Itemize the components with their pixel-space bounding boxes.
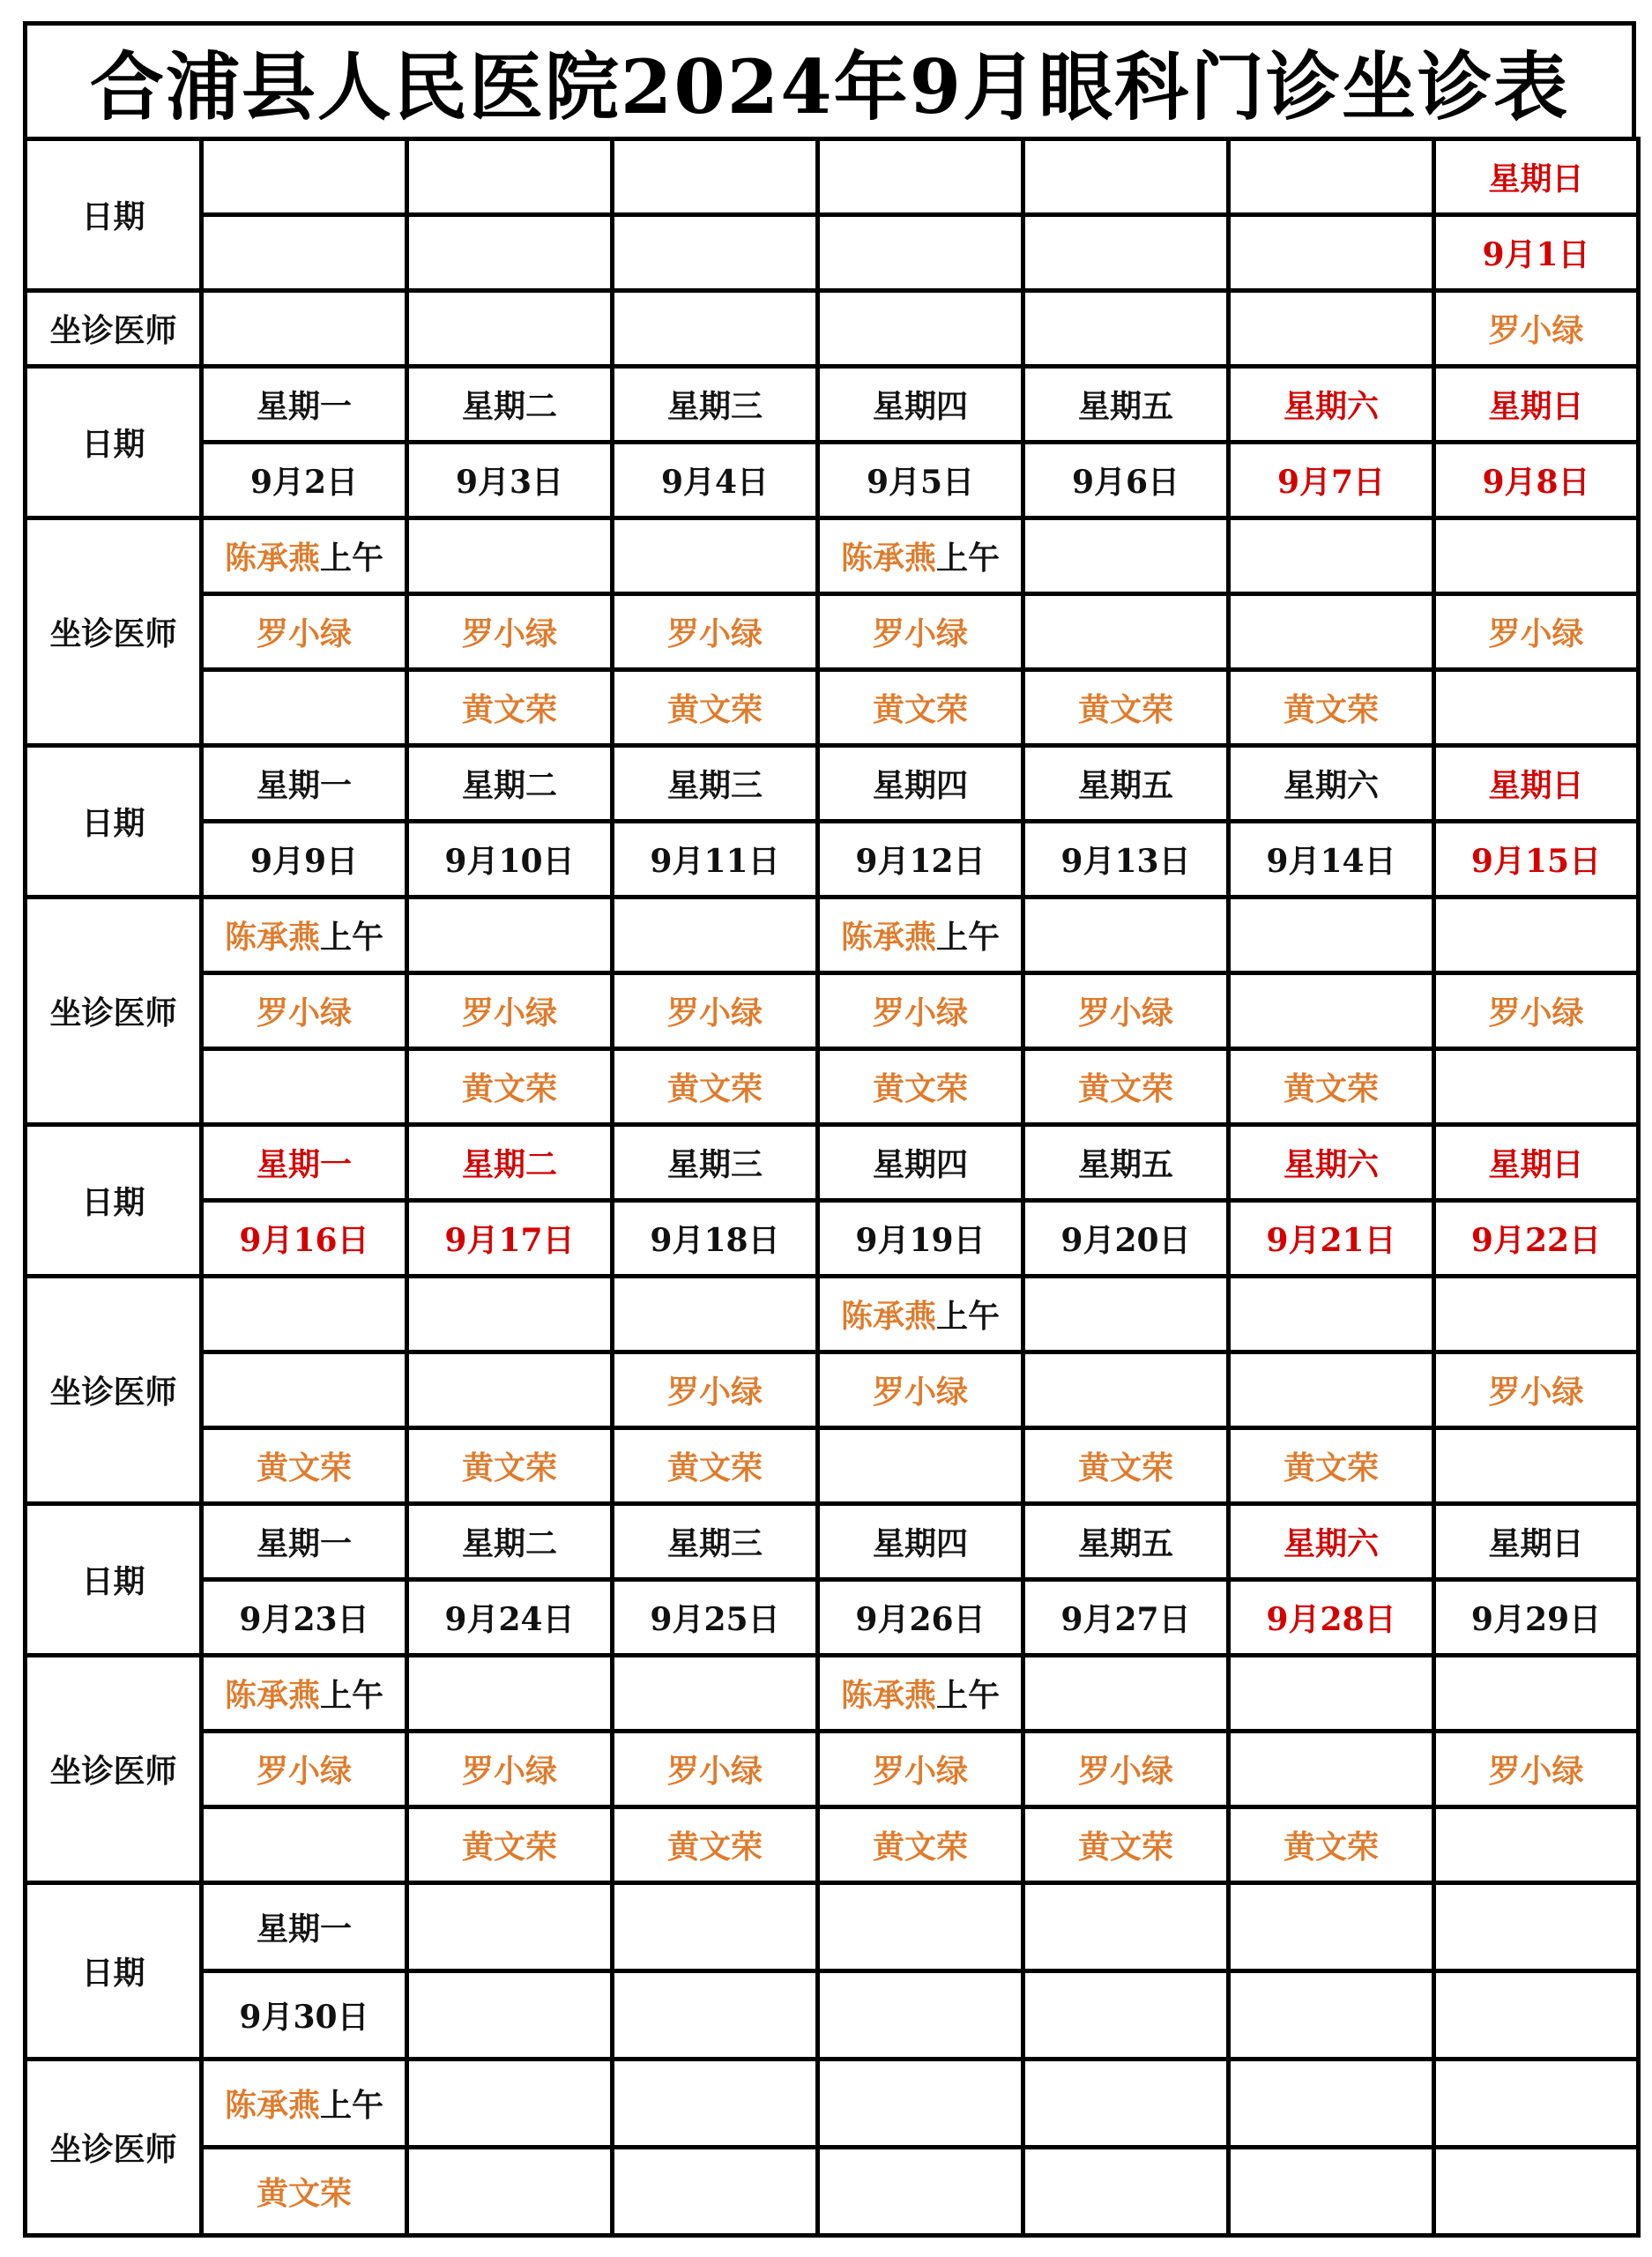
doctor-name: 陈承燕: [224, 540, 320, 577]
doctor-cell: [818, 291, 1023, 367]
date-cell: 9月9日: [202, 822, 407, 898]
doctor-cell: [202, 2060, 407, 2148]
week-day-row: [26, 746, 1639, 822]
doctor-cell: [1434, 898, 1639, 973]
doctor-name: 罗小绿: [461, 1753, 557, 1790]
doctor-name: 陈承燕: [840, 919, 936, 956]
doctor-cell: [1434, 1352, 1639, 1428]
doctor-name: 罗小绿: [666, 1374, 763, 1411]
session-label: 上午: [320, 540, 384, 577]
doctor-cell: [1229, 1049, 1434, 1125]
day-name-cell: 星期日: [1434, 367, 1639, 443]
doctor-cell: [613, 1656, 818, 1732]
doctor-cell: [1023, 1049, 1229, 1125]
week-date-row: [26, 1201, 1639, 1277]
doctor-cell: [613, 594, 818, 670]
day-name-cell: 星期二: [407, 746, 613, 822]
doctor-row: [26, 1428, 1639, 1504]
doctor-cell: [818, 594, 1023, 670]
date-cell: 9月26日: [818, 1580, 1023, 1656]
date-cell: [202, 215, 407, 291]
doctor-cell: [613, 1732, 818, 1807]
doctor-name: 黄文荣: [1077, 1070, 1173, 1107]
date-cell: 9月2日: [202, 443, 407, 518]
doctor-cell: [1023, 1732, 1229, 1807]
day-name-cell: 星期五: [1023, 746, 1229, 822]
day-name-cell: 星期六: [1229, 746, 1434, 822]
date-cell: 9月28日: [1229, 1580, 1434, 1656]
doctor-cell: [1023, 2148, 1229, 2236]
date-cell: 9月16日: [202, 1201, 407, 1277]
doctor-name: 黄文荣: [461, 1829, 557, 1866]
doctor-name: 黄文荣: [461, 691, 557, 728]
week-date-row: [26, 443, 1639, 518]
day-name-cell: 星期一: [202, 746, 407, 822]
doctor-cell: [1229, 1277, 1434, 1352]
doctor-cell: [613, 898, 818, 973]
doctor-name: 罗小绿: [256, 994, 352, 1032]
doctor-cell: [407, 898, 613, 973]
date-label: 日期: [26, 746, 202, 898]
doctor-name: 陈承燕: [840, 1298, 936, 1335]
doctor-cell: [1229, 1428, 1434, 1504]
doctor-name: 罗小绿: [1488, 615, 1584, 652]
date-cell: [1023, 215, 1229, 291]
day-name-cell: 星期五: [1023, 1125, 1229, 1201]
day-name-cell: 星期一: [202, 1125, 407, 1201]
week-date-row: [26, 1580, 1639, 1656]
doctor-cell: [818, 670, 1023, 746]
doctor-name: 罗小绿: [1488, 1374, 1584, 1411]
date-cell: 9月7日: [1229, 443, 1434, 518]
doctor-cell: [1229, 2060, 1434, 2148]
doctor-cell: [818, 1807, 1023, 1883]
day-name-cell: [1023, 1883, 1229, 1971]
doctor-cell: [613, 1277, 818, 1352]
date-cell: 9月6日: [1023, 443, 1229, 518]
day-name-cell: [613, 139, 818, 215]
doctor-cell: [202, 898, 407, 973]
doctor-cell: [1229, 1732, 1434, 1807]
doctor-cell: [202, 670, 407, 746]
doctor-cell: [1434, 1807, 1639, 1883]
day-name-cell: 星期二: [407, 367, 613, 443]
doctor-cell: [202, 291, 407, 367]
day-name-cell: 星期一: [202, 1504, 407, 1580]
doctor-row: [26, 1352, 1639, 1428]
date-label: 日期: [26, 1883, 202, 2060]
doctor-cell: [1023, 1428, 1229, 1504]
date-cell: 9月11日: [613, 822, 818, 898]
day-name-cell: 星期日: [1434, 1504, 1639, 1580]
doctor-name: 黄文荣: [461, 1070, 557, 1107]
doctor-cell: [613, 291, 818, 367]
doctor-cell: [1023, 973, 1229, 1049]
day-name-cell: [1023, 139, 1229, 215]
doctor-name: 陈承燕: [224, 919, 320, 956]
doctor-row: [26, 1049, 1639, 1125]
doctor-cell: [202, 1732, 407, 1807]
day-name-cell: 星期三: [613, 367, 818, 443]
doctor-cell: [613, 973, 818, 1049]
date-cell: 9月4日: [613, 443, 818, 518]
doctor-cell: [202, 1807, 407, 1883]
day-name-cell: 星期五: [1023, 367, 1229, 443]
doctor-cell: [1434, 1428, 1639, 1504]
date-cell: 9月12日: [818, 822, 1023, 898]
day-name-cell: [407, 1883, 613, 1971]
doctor-cell: [613, 518, 818, 594]
doctor-cell: [202, 2148, 407, 2236]
doctor-cell: [1023, 594, 1229, 670]
day-name-cell: 星期五: [1023, 1504, 1229, 1580]
doctor-cell: [818, 2060, 1023, 2148]
session-label: 上午: [936, 540, 1001, 577]
doctor-name: 黄文荣: [1283, 1070, 1379, 1107]
day-name-cell: [613, 1883, 818, 1971]
doctor-row: [26, 291, 1639, 367]
doctor-name: 罗小绿: [872, 994, 968, 1032]
doctor-name: 陈承燕: [840, 1677, 936, 1714]
date-cell: 9月18日: [613, 1201, 818, 1277]
day-name-cell: [1229, 1883, 1434, 1971]
doctor-name: 黄文荣: [1077, 1449, 1173, 1486]
doctor-name: 罗小绿: [1488, 312, 1584, 349]
day-name-cell: 星期二: [407, 1504, 613, 1580]
doctor-cell: [202, 1352, 407, 1428]
date-cell: [407, 215, 613, 291]
doctor-cell: [613, 1428, 818, 1504]
day-name-cell: [407, 139, 613, 215]
doctor-name: 黄文荣: [666, 691, 763, 728]
date-cell: 9月5日: [818, 443, 1023, 518]
doctor-name: 黄文荣: [256, 2175, 352, 2212]
doctor-name: 陈承燕: [840, 540, 936, 577]
doctor-cell: [1434, 518, 1639, 594]
doctor-name: 罗小绿: [461, 994, 557, 1032]
doctor-cell: [202, 594, 407, 670]
date-cell: 9月22日: [1434, 1201, 1639, 1277]
doctor-name: 黄文荣: [1283, 1449, 1379, 1486]
doctor-cell: [202, 1049, 407, 1125]
date-cell: 9月13日: [1023, 822, 1229, 898]
date-cell: 9月10日: [407, 822, 613, 898]
doctor-cell: [407, 2148, 613, 2236]
date-label: 日期: [26, 139, 202, 291]
doctor-cell: [818, 973, 1023, 1049]
doctor-cell: [407, 291, 613, 367]
doctor-cell: [1023, 518, 1229, 594]
doctor-cell: [1023, 2060, 1229, 2148]
doctor-name: 罗小绿: [1488, 994, 1584, 1032]
doctor-name: 罗小绿: [256, 615, 352, 652]
day-name-cell: [818, 139, 1023, 215]
doctor-cell: [1434, 594, 1639, 670]
day-name-cell: 星期三: [613, 1125, 818, 1201]
date-cell: 9月8日: [1434, 443, 1639, 518]
doctor-cell: [1229, 518, 1434, 594]
doctor-row: [26, 2148, 1639, 2236]
doctor-cell: [1229, 670, 1434, 746]
date-cell: 9月3日: [407, 443, 613, 518]
doctor-cell: [1434, 2148, 1639, 2236]
date-cell: 9月1日: [1434, 215, 1639, 291]
doctor-cell: [1023, 291, 1229, 367]
date-cell: [613, 1971, 818, 2060]
date-cell: [1023, 1971, 1229, 2060]
doctor-cell: [613, 2060, 818, 2148]
doctor-cell: [202, 973, 407, 1049]
doctor-name: 罗小绿: [1488, 1753, 1584, 1790]
doctor-cell: [407, 973, 613, 1049]
day-name-cell: 星期六: [1229, 1125, 1434, 1201]
doctor-name: 黄文荣: [666, 1829, 763, 1866]
doctor-row: [26, 1807, 1639, 1883]
doctor-name: 罗小绿: [666, 1753, 763, 1790]
doctor-name: 黄文荣: [461, 1449, 557, 1486]
doctor-cell: [818, 1352, 1023, 1428]
doctor-cell: [818, 2148, 1023, 2236]
day-name-cell: 星期一: [202, 367, 407, 443]
doctor-cell: [1023, 1277, 1229, 1352]
date-cell: 9月21日: [1229, 1201, 1434, 1277]
doctor-cell: [202, 1656, 407, 1732]
doctor-row: [26, 1277, 1639, 1352]
doctor-cell: [407, 594, 613, 670]
doctor-cell: [818, 1049, 1023, 1125]
week-day-row: [26, 1883, 1639, 1971]
date-cell: [818, 215, 1023, 291]
date-label: 日期: [26, 1504, 202, 1656]
doctor-cell: [407, 1428, 613, 1504]
doctor-cell: [818, 1277, 1023, 1352]
doctor-cell: [1229, 898, 1434, 973]
date-cell: 9月19日: [818, 1201, 1023, 1277]
date-cell: [1229, 1971, 1434, 2060]
doctor-cell: [1229, 1352, 1434, 1428]
doctor-cell: [1434, 1656, 1639, 1732]
week-date-row: [26, 215, 1639, 291]
doctor-name: 黄文荣: [1283, 1829, 1379, 1866]
date-cell: 9月29日: [1434, 1580, 1639, 1656]
doctor-cell: [1434, 2060, 1639, 2148]
session-label: 上午: [320, 1677, 384, 1714]
doctor-name: 黄文荣: [1077, 691, 1173, 728]
date-cell: 9月14日: [1229, 822, 1434, 898]
doctor-cell: [1229, 594, 1434, 670]
doctor-name: 罗小绿: [1077, 994, 1173, 1032]
doctor-cell: [1434, 1049, 1639, 1125]
doctor-cell: [1434, 1277, 1639, 1352]
schedule-body: [26, 139, 1639, 2236]
doctor-cell: [818, 898, 1023, 973]
date-cell: 9月23日: [202, 1580, 407, 1656]
session-label: 上午: [320, 2087, 384, 2124]
doctor-label: 坐诊医师: [26, 1656, 202, 1883]
week-day-row: [26, 367, 1639, 443]
session-label: 上午: [936, 1677, 1001, 1714]
session-label: 上午: [936, 1298, 1001, 1335]
doctor-cell: [1229, 1807, 1434, 1883]
doctor-cell: [613, 1049, 818, 1125]
date-cell: [407, 1971, 613, 2060]
date-cell: 9月17日: [407, 1201, 613, 1277]
doctor-cell: [1229, 1656, 1434, 1732]
doctor-name: 黄文荣: [666, 1070, 763, 1107]
date-cell: [1434, 1971, 1639, 2060]
schedule-table: [23, 137, 1641, 2238]
doctor-cell: [1023, 1656, 1229, 1732]
date-cell: [613, 215, 818, 291]
doctor-name: 罗小绿: [872, 1753, 968, 1790]
doctor-row: [26, 518, 1639, 594]
week-day-row: [26, 1125, 1639, 1201]
doctor-name: 黄文荣: [1077, 1829, 1173, 1866]
doctor-label: 坐诊医师: [26, 518, 202, 746]
day-name-cell: 星期六: [1229, 367, 1434, 443]
doctor-name: 罗小绿: [461, 615, 557, 652]
week-date-row: [26, 1971, 1639, 2060]
day-name-cell: 星期日: [1434, 139, 1639, 215]
day-name-cell: 星期三: [613, 1504, 818, 1580]
doctor-cell: [202, 1277, 407, 1352]
week-day-row: [26, 139, 1639, 215]
day-name-cell: [202, 139, 407, 215]
day-name-cell: 星期一: [202, 1883, 407, 1971]
doctor-cell: [407, 1352, 613, 1428]
doctor-label: 坐诊医师: [26, 2060, 202, 2236]
doctor-name: 黄文荣: [872, 1829, 968, 1866]
date-cell: 9月24日: [407, 1580, 613, 1656]
doctor-cell: [407, 1049, 613, 1125]
session-label: 上午: [936, 919, 1001, 956]
doctor-label: 坐诊医师: [26, 291, 202, 367]
doctor-name: 黄文荣: [872, 1070, 968, 1107]
doctor-name: 罗小绿: [666, 994, 763, 1032]
doctor-cell: [407, 1277, 613, 1352]
date-cell: 9月25日: [613, 1580, 818, 1656]
doctor-cell: [1434, 291, 1639, 367]
doctor-name: 罗小绿: [666, 615, 763, 652]
session-label: 上午: [320, 919, 384, 956]
doctor-name: 黄文荣: [256, 1449, 352, 1486]
doctor-row: [26, 594, 1639, 670]
doctor-name: 罗小绿: [1077, 1753, 1173, 1790]
week-date-row: [26, 822, 1639, 898]
day-name-cell: [1229, 139, 1434, 215]
date-label: 日期: [26, 367, 202, 518]
doctor-row: [26, 1732, 1639, 1807]
day-name-cell: [1434, 1883, 1639, 1971]
doctor-cell: [1229, 291, 1434, 367]
day-name-cell: 星期三: [613, 746, 818, 822]
doctor-row: [26, 1656, 1639, 1732]
doctor-cell: [407, 670, 613, 746]
doctor-cell: [407, 518, 613, 594]
day-name-cell: 星期四: [818, 746, 1023, 822]
date-cell: 9月20日: [1023, 1201, 1229, 1277]
doctor-cell: [613, 2148, 818, 2236]
doctor-cell: [613, 1807, 818, 1883]
schedule-sheet: [23, 21, 1636, 2231]
doctor-cell: [1434, 1732, 1639, 1807]
doctor-row: [26, 670, 1639, 746]
doctor-cell: [818, 518, 1023, 594]
doctor-cell: [1023, 898, 1229, 973]
doctor-cell: [1434, 973, 1639, 1049]
day-name-cell: 星期六: [1229, 1504, 1434, 1580]
day-name-cell: 星期四: [818, 367, 1023, 443]
page-title: 合浦县人民医院2024年9月眼科门诊坐诊表: [23, 21, 1636, 141]
doctor-cell: [407, 1656, 613, 1732]
date-label: 日期: [26, 1125, 202, 1277]
doctor-cell: [818, 1656, 1023, 1732]
doctor-name: 罗小绿: [872, 615, 968, 652]
day-name-cell: [818, 1883, 1023, 1971]
doctor-name: 罗小绿: [256, 1753, 352, 1790]
doctor-cell: [1229, 2148, 1434, 2236]
doctor-label: 坐诊医师: [26, 1277, 202, 1504]
doctor-cell: [407, 1807, 613, 1883]
day-name-cell: 星期四: [818, 1504, 1023, 1580]
date-cell: 9月30日: [202, 1971, 407, 2060]
doctor-row: [26, 973, 1639, 1049]
doctor-name: 陈承燕: [224, 2087, 320, 2124]
doctor-name: 黄文荣: [666, 1449, 763, 1486]
day-name-cell: 星期日: [1434, 746, 1639, 822]
week-day-row: [26, 1504, 1639, 1580]
day-name-cell: 星期二: [407, 1125, 613, 1201]
doctor-name: 黄文荣: [872, 691, 968, 728]
date-cell: 9月27日: [1023, 1580, 1229, 1656]
doctor-cell: [613, 1352, 818, 1428]
doctor-cell: [1229, 973, 1434, 1049]
doctor-cell: [818, 1428, 1023, 1504]
day-name-cell: 星期日: [1434, 1125, 1639, 1201]
doctor-row: [26, 898, 1639, 973]
doctor-cell: [1434, 670, 1639, 746]
doctor-name: 黄文荣: [1283, 691, 1379, 728]
doctor-label: 坐诊医师: [26, 898, 202, 1125]
date-cell: [1229, 215, 1434, 291]
day-name-cell: 星期四: [818, 1125, 1023, 1201]
doctor-cell: [1023, 1352, 1229, 1428]
doctor-cell: [202, 1428, 407, 1504]
doctor-cell: [613, 670, 818, 746]
doctor-row: [26, 2060, 1639, 2148]
doctor-name: 罗小绿: [872, 1374, 968, 1411]
doctor-name: 陈承燕: [224, 1677, 320, 1714]
doctor-cell: [202, 518, 407, 594]
doctor-cell: [407, 1732, 613, 1807]
doctor-cell: [1023, 670, 1229, 746]
doctor-cell: [818, 1732, 1023, 1807]
date-cell: 9月15日: [1434, 822, 1639, 898]
doctor-cell: [1023, 1807, 1229, 1883]
date-cell: [818, 1971, 1023, 2060]
doctor-cell: [407, 2060, 613, 2148]
